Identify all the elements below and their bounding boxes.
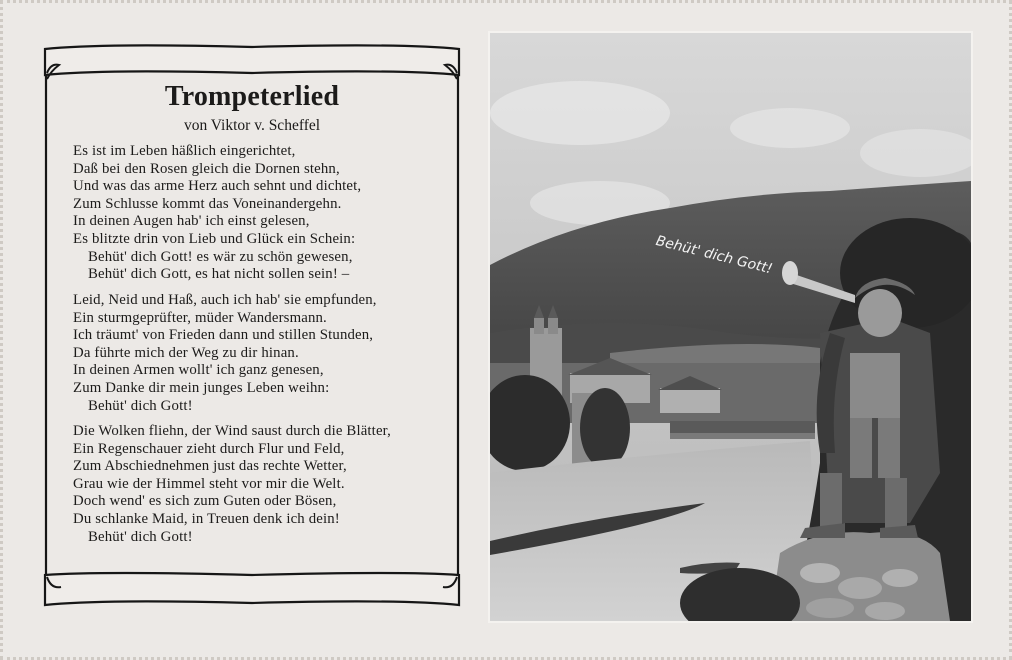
stanza-line: Behüt' dich Gott! es wär zu schön gewesen,	[88, 248, 353, 265]
stanza-line: Ein Regenschauer zieht durch Flur und Feld,	[73, 440, 345, 457]
poem	[41, 79, 463, 579]
stanza-line: Doch wend' es sich zum Guten oder Bösen,	[73, 493, 337, 510]
stanza-2	[73, 292, 453, 415]
stanza-line: Grau wie der Himmel steht vor mir die Welt.	[73, 475, 345, 492]
cloud	[490, 81, 670, 145]
stanza-line: Behüt' dich Gott!	[88, 397, 193, 414]
bridge	[670, 421, 815, 433]
landscape-photo	[490, 33, 971, 621]
landscape-scene	[490, 33, 971, 621]
poem-author: von Viktor v. Scheffel	[183, 117, 321, 134]
stanza-line: Behüt' dich Gott!	[88, 528, 193, 545]
stanza-line: Die Wolken fliehn, der Wind saust durch die Blätter,	[73, 423, 391, 439]
stanza-line: Da führte mich der Weg zu dir hinan.	[73, 344, 299, 361]
stanza-line: Daß bei den Rosen gleich die Dornen stehn,	[73, 160, 340, 177]
stanza-line: Es ist im Leben häßlich eingerichtet,	[73, 143, 296, 159]
stanza-line: Zum Schlusse kommt das Voneinandergehn.	[73, 195, 342, 212]
poem-scroll	[41, 43, 463, 611]
stanza-line: Und was das arme Herz auch sehnt und dichtet,	[73, 178, 362, 195]
stanza-line: Es blitzte drin von Lieb und Glück ein Schein:	[73, 230, 356, 247]
stanza-line: In deinen Armen wollt' ich ganz genesen,	[73, 362, 324, 379]
stanza-line: Behüt' dich Gott, es hat nicht sollen sein! –	[88, 266, 350, 283]
stanza-line: Ein sturmgeprüfter, müder Wandersmann.	[73, 309, 327, 326]
stanza-line: Zum Danke dir mein junges Leben weihn:	[73, 379, 330, 396]
poem-title: Trompeterlied	[164, 81, 340, 112]
stanza-line: Leid, Neid und Haß, auch ich hab' sie empfunden,	[73, 292, 377, 308]
photo-caption: Behüt' dich Gott!	[654, 233, 775, 278]
stanza-line: Ich träumt' von Frieden dann und stillen Stunden,	[73, 327, 374, 344]
stanza-3	[73, 423, 453, 546]
stanza-line: Du schlanke Maid, in Treuen denk ich dein!	[73, 510, 340, 527]
stanza-line: Zum Abschiednehmen just das rechte Wetter,	[73, 458, 347, 475]
stanza-line: In deinen Augen hab' ich einst gelesen,	[73, 213, 310, 230]
stanza-1	[73, 143, 453, 284]
cloud	[730, 108, 850, 148]
